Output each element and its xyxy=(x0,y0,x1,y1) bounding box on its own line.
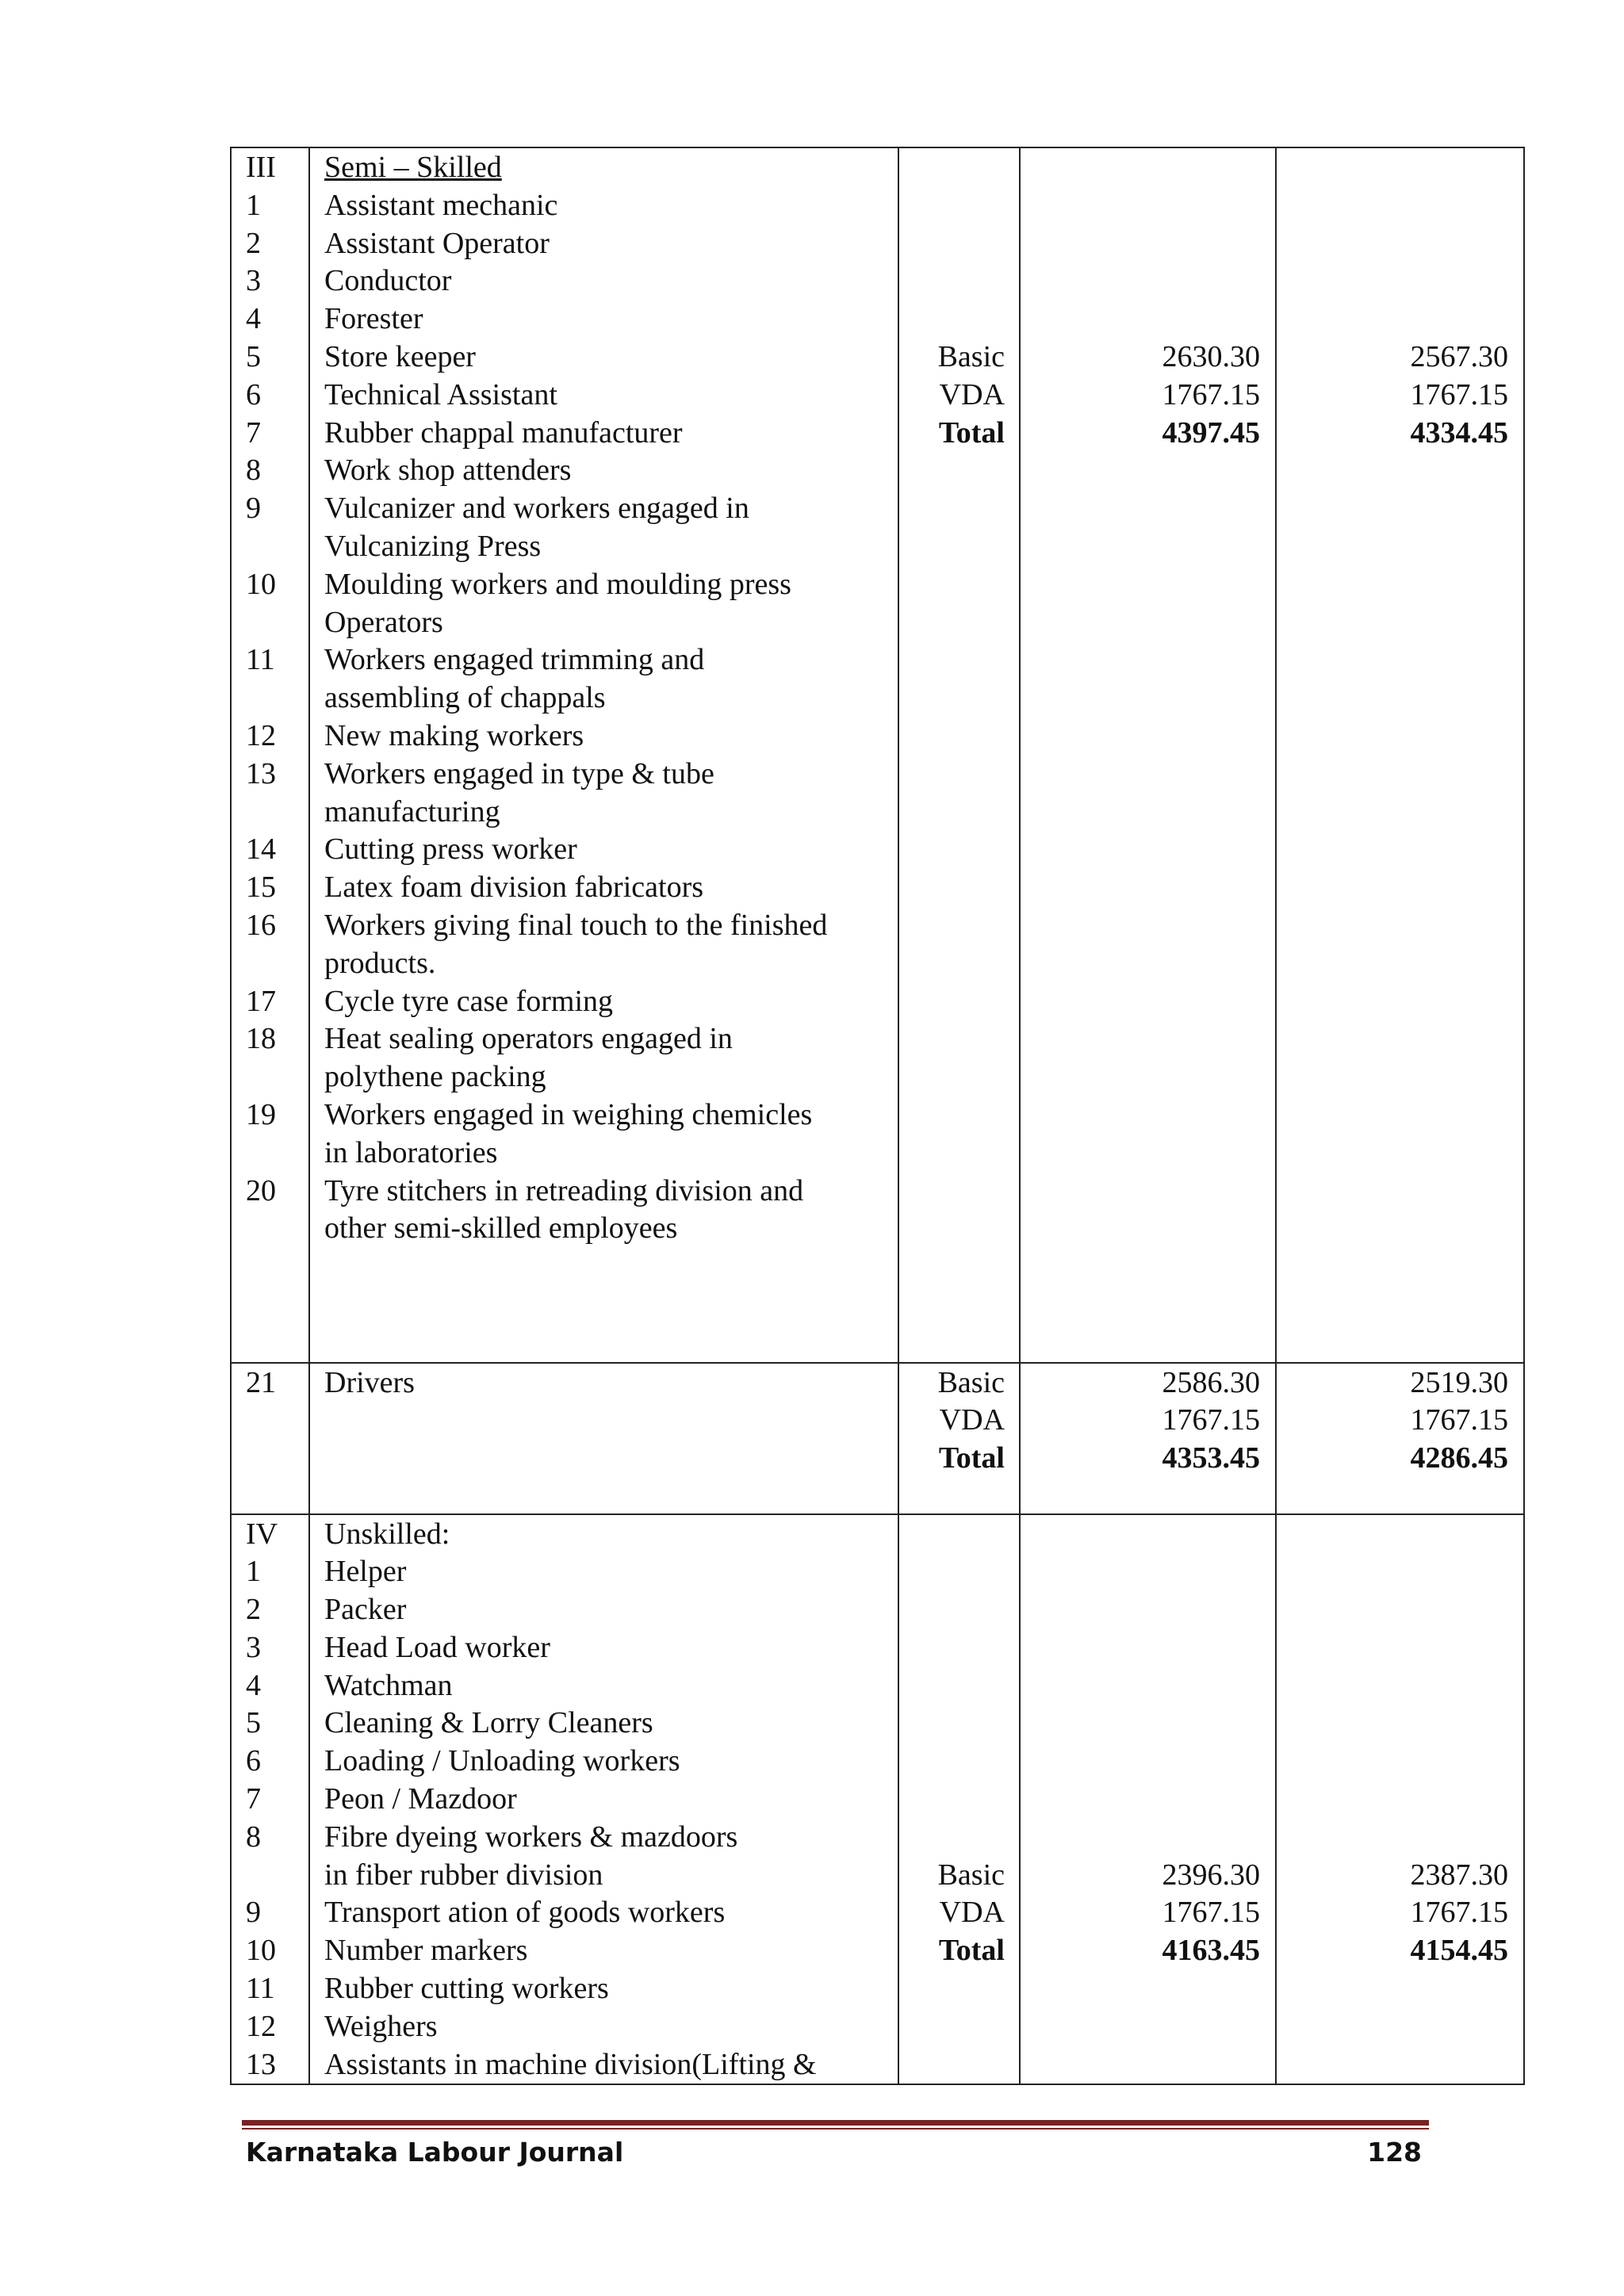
wage-component-label: Total xyxy=(938,415,1005,450)
item-number xyxy=(246,1324,308,1362)
job-description xyxy=(324,1248,898,1286)
wage-rate-value: 1767.15 xyxy=(1162,1896,1260,1930)
item-number: 12 xyxy=(246,718,276,752)
rate-column-1-cell xyxy=(1020,1514,1276,2085)
item-number xyxy=(246,1402,308,1440)
item-number: 6 xyxy=(246,377,261,411)
wage-rate-value: 2586.30 xyxy=(1162,1365,1260,1399)
item-number: 20 xyxy=(246,1173,276,1207)
job-description: Workers engaged trimming and xyxy=(324,643,705,677)
wage-component-label: VDA xyxy=(939,377,1005,411)
item-number: 1 xyxy=(246,1555,261,1589)
job-description: Vulcanizer and workers engaged in xyxy=(324,492,749,526)
job-description: Loading / Unloading workers xyxy=(324,1744,680,1778)
item-number: 1 xyxy=(246,188,261,222)
job-description: Latex foam division fabricators xyxy=(324,871,704,905)
wage-rate-value: 2387.30 xyxy=(1410,1858,1508,1892)
job-description: Workers engaged in weighing chemicles xyxy=(324,1097,813,1131)
table-row xyxy=(231,1363,1524,1514)
wage-component-label: Total xyxy=(938,1441,1005,1475)
item-number xyxy=(246,604,308,642)
category-description-cell xyxy=(309,1363,898,1514)
job-description: Operators xyxy=(324,605,443,639)
item-number: 11 xyxy=(246,643,275,677)
job-description xyxy=(324,1286,898,1324)
item-number: 4 xyxy=(246,302,261,336)
item-number: 7 xyxy=(246,415,261,450)
wage-component-label: Total xyxy=(938,1934,1005,1968)
item-number: 14 xyxy=(246,832,276,867)
footer-rule-thick xyxy=(242,2120,1429,2126)
wage-component-label: Basic xyxy=(937,1858,1005,1892)
job-description: Weighers xyxy=(324,2009,438,2043)
category-number-cell xyxy=(231,147,309,1363)
job-description: manufacturing xyxy=(324,794,500,828)
wage-rate-value: 2519.30 xyxy=(1410,1365,1508,1399)
item-number: 9 xyxy=(246,1896,261,1930)
job-description: Cleaning & Lorry Cleaners xyxy=(324,1706,653,1740)
wage-rate-value: 4334.45 xyxy=(1410,415,1508,450)
wage-rate-value: 4163.45 xyxy=(1162,1934,1260,1968)
job-description xyxy=(324,1402,898,1440)
item-number: 18 xyxy=(246,1022,276,1056)
rate-column-2-cell xyxy=(1276,147,1524,1363)
wage-rate-value: 4397.45 xyxy=(1162,415,1260,450)
job-description: in laboratories xyxy=(324,1135,498,1169)
wage-rate-value: 4353.45 xyxy=(1162,1441,1260,1475)
item-number: 21 xyxy=(246,1365,276,1399)
item-number xyxy=(246,794,308,832)
job-description: Watchman xyxy=(324,1668,453,1702)
item-number: 8 xyxy=(246,453,261,488)
wage-rate-value: 2396.30 xyxy=(1162,1858,1260,1892)
item-number: 13 xyxy=(246,756,276,790)
journal-title: Karnataka Labour Journal xyxy=(246,2137,624,2168)
job-description: in fiber rubber division xyxy=(324,1858,603,1892)
wage-component-label: VDA xyxy=(939,1896,1005,1930)
item-number: 13 xyxy=(246,2047,276,2081)
job-description xyxy=(324,1324,898,1362)
rate-column-1-cell xyxy=(1020,1363,1276,1514)
job-description: Work shop attenders xyxy=(324,453,572,488)
wage-component-label: VDA xyxy=(939,1403,1005,1437)
job-description: products. xyxy=(324,946,436,980)
job-description: other semi-skilled employees xyxy=(324,1211,678,1246)
wage-rate-value: 1767.15 xyxy=(1410,377,1508,411)
job-description xyxy=(324,1440,898,1478)
item-number: 17 xyxy=(246,984,276,1018)
job-description: Helper xyxy=(324,1555,407,1589)
job-description: Tyre stitchers in retreading division and xyxy=(324,1173,804,1207)
job-description: Heat sealing operators engaged in xyxy=(324,1022,733,1056)
wage-rate-value: 1767.15 xyxy=(1162,377,1260,411)
category-number-cell xyxy=(231,1514,309,2085)
wage-rate-value: 4286.45 xyxy=(1410,1441,1508,1475)
item-number: 5 xyxy=(246,339,261,373)
category-description-cell xyxy=(309,1514,898,2085)
job-description: Packer xyxy=(324,1593,407,1627)
item-number xyxy=(246,1248,308,1286)
item-number xyxy=(246,1210,308,1248)
item-number xyxy=(246,1857,308,1895)
item-number: 9 xyxy=(246,492,261,526)
item-number: 2 xyxy=(246,1593,261,1627)
table-row xyxy=(231,147,1524,1363)
wage-component-cell xyxy=(898,1514,1020,2085)
job-description: New making workers xyxy=(324,718,584,752)
item-number xyxy=(246,679,308,718)
job-description: Assistants in machine division(Lifting & xyxy=(324,2047,817,2081)
wage-component-cell xyxy=(898,1363,1020,1514)
job-description: Technical Assistant xyxy=(324,377,557,411)
job-description: Vulcanizing Press xyxy=(324,529,542,563)
job-description: polythene packing xyxy=(324,1060,546,1094)
item-number: 10 xyxy=(246,567,276,601)
wage-component-label: Basic xyxy=(937,1365,1005,1399)
rate-column-2-cell xyxy=(1276,1514,1524,2085)
rate-column-2-cell xyxy=(1276,1363,1524,1514)
rate-column-1-cell xyxy=(1020,147,1276,1363)
job-description: Assistant mechanic xyxy=(324,188,558,222)
job-description: Cycle tyre case forming xyxy=(324,984,614,1018)
job-description: Rubber cutting workers xyxy=(324,1972,609,2006)
wage-rates-table xyxy=(230,147,1525,2085)
item-number: IV xyxy=(246,1517,278,1551)
item-number xyxy=(246,1286,308,1324)
item-number: 7 xyxy=(246,1782,261,1816)
job-description: Store keeper xyxy=(324,339,476,373)
category-number-cell xyxy=(231,1363,309,1514)
wage-component-label: Basic xyxy=(937,340,1005,373)
job-description: Transport ation of goods workers xyxy=(324,1896,726,1930)
item-number: 16 xyxy=(246,908,276,942)
category-heading: Unskilled: xyxy=(324,1517,450,1551)
footer-rule-thin xyxy=(242,2128,1429,2130)
job-description: Moulding workers and moulding press xyxy=(324,567,791,601)
item-number: 11 xyxy=(246,1972,275,2006)
item-number: 5 xyxy=(246,1706,261,1740)
wage-component-cell xyxy=(898,147,1020,1363)
item-number xyxy=(246,1135,308,1173)
wage-rate-value: 2567.30 xyxy=(1410,340,1508,373)
page-number: 128 xyxy=(1367,2137,1422,2168)
job-description: Drivers xyxy=(324,1365,415,1399)
wage-rate-value: 4154.45 xyxy=(1410,1934,1508,1968)
wage-rate-value: 1767.15 xyxy=(1410,1896,1508,1930)
item-number xyxy=(246,1440,308,1478)
job-description: Assistant Operator xyxy=(324,226,550,260)
job-description: Number markers xyxy=(324,1934,528,1968)
item-number: 10 xyxy=(246,1934,276,1968)
job-description: Rubber chappal manufacturer xyxy=(324,415,683,450)
table-row xyxy=(231,1514,1524,2085)
category-heading: Semi – Skilled xyxy=(324,151,502,184)
job-description: Conductor xyxy=(324,264,452,298)
job-description: Fibre dyeing workers & mazdoors xyxy=(324,1820,738,1854)
job-description: assembling of chappals xyxy=(324,681,606,715)
wage-rate-value: 1767.15 xyxy=(1410,1403,1508,1437)
item-number: 12 xyxy=(246,2009,276,2043)
item-number xyxy=(246,1058,308,1096)
item-number xyxy=(246,528,308,566)
item-number: 3 xyxy=(246,264,261,298)
item-number: 6 xyxy=(246,1744,261,1778)
job-description: Forester xyxy=(324,302,423,336)
item-number: III xyxy=(246,151,276,184)
category-description-cell xyxy=(309,147,898,1363)
wage-rate-value: 2630.30 xyxy=(1162,340,1260,373)
job-description: Workers giving final touch to the finished xyxy=(324,908,828,942)
item-number xyxy=(246,945,308,983)
item-number: 4 xyxy=(246,1668,261,1702)
job-description: Head Load worker xyxy=(324,1630,550,1664)
item-number: 19 xyxy=(246,1097,276,1131)
item-number: 2 xyxy=(246,226,261,260)
wage-rate-value: 1767.15 xyxy=(1162,1403,1260,1437)
job-description: Cutting press worker xyxy=(324,832,577,867)
item-number: 15 xyxy=(246,871,276,905)
job-description: Workers engaged in type & tube xyxy=(324,756,714,790)
job-description: Peon / Mazdoor xyxy=(324,1782,517,1816)
item-number: 3 xyxy=(246,1630,261,1664)
item-number: 8 xyxy=(246,1820,261,1854)
